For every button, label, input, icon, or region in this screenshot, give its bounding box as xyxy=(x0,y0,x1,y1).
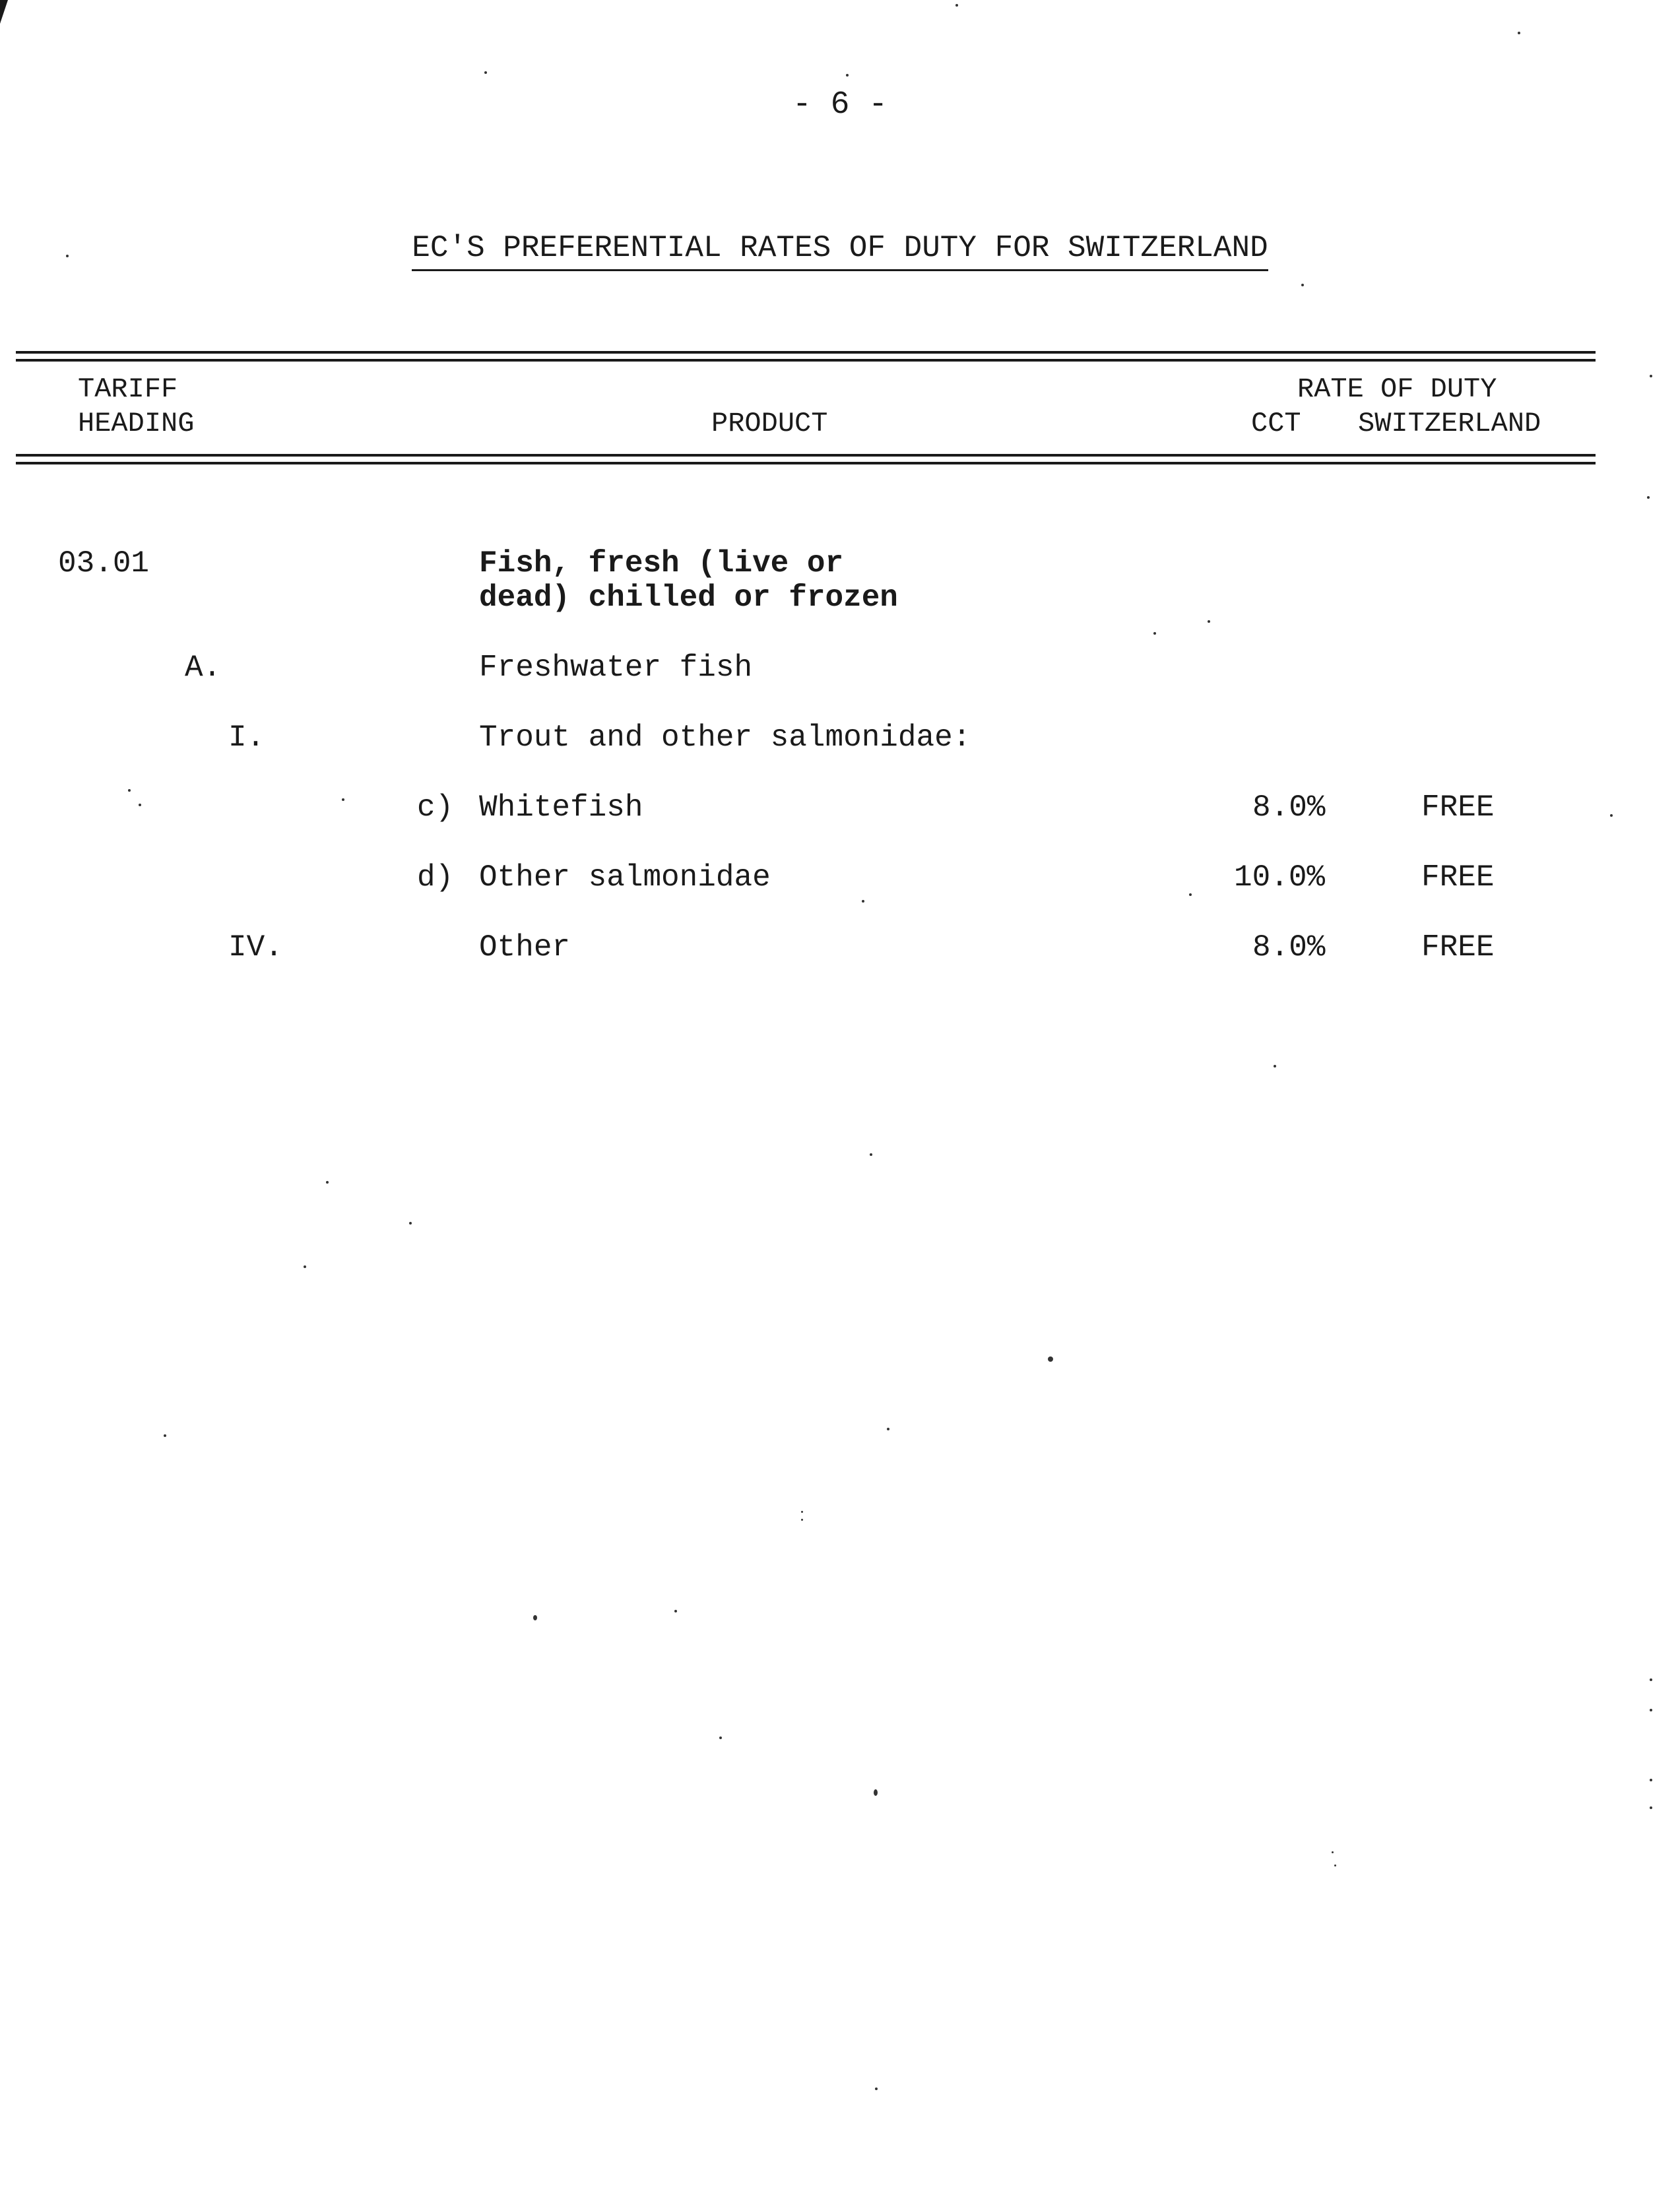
row-product-other: Other xyxy=(479,930,571,965)
scan-speck xyxy=(874,1789,878,1796)
scan-speck xyxy=(1650,1678,1652,1681)
scan-speck xyxy=(1650,1806,1652,1809)
row-switzerland-whitefish: FREE xyxy=(1421,790,1495,825)
document-title xyxy=(0,231,1680,265)
scan-speck xyxy=(875,2087,878,2090)
scan-speck xyxy=(1153,632,1156,635)
scan-speck xyxy=(1610,814,1613,817)
scan-speck xyxy=(1334,1864,1336,1866)
scan-speck xyxy=(862,900,864,903)
row-cct-other: 8.0% xyxy=(1252,930,1326,965)
document-title-text: EC'S PREFERENTIAL RATES OF DUTY FOR SWITZERLAND xyxy=(412,231,1268,271)
row-heading-iv: IV. xyxy=(228,930,283,965)
scan-speck xyxy=(326,1181,329,1184)
scan-speck xyxy=(342,798,344,801)
header-rate-of-duty: RATE OF DUTY xyxy=(1297,373,1497,405)
scan-speck xyxy=(674,1610,677,1612)
header-switzerland: SWITZERLAND xyxy=(1358,408,1541,439)
table-top-rule xyxy=(16,351,1596,354)
table-header-rule xyxy=(16,454,1596,457)
page-number: - 6 - xyxy=(792,87,888,123)
row-product-fish-line2: dead) chilled or frozen xyxy=(479,581,898,615)
scan-speck xyxy=(870,1153,872,1156)
scan-speck xyxy=(1189,893,1192,896)
scan-speck xyxy=(1647,496,1650,499)
row-heading-i: I. xyxy=(228,720,265,755)
scan-speck xyxy=(533,1615,537,1620)
scan-speck xyxy=(304,1265,306,1268)
header-cct: CCT xyxy=(1251,408,1301,439)
scan-speck xyxy=(1650,1779,1652,1781)
scan-speck xyxy=(128,789,131,792)
row-cct-other-salmonidae: 10.0% xyxy=(1234,860,1326,895)
row-heading-d: d) xyxy=(417,860,454,895)
scan-speck xyxy=(1048,1356,1053,1362)
row-switzerland-other-salmonidae: FREE xyxy=(1421,860,1495,895)
scan-speck xyxy=(801,1511,803,1513)
row-product-other-salmonidae: Other salmonidae xyxy=(479,860,771,895)
scan-speck xyxy=(887,1428,889,1430)
row-heading-a: A. xyxy=(185,651,222,685)
scan-speck xyxy=(1301,284,1304,286)
scan-speck xyxy=(1650,375,1652,377)
scan-speck xyxy=(801,1519,803,1521)
table-top-rule-inner xyxy=(16,359,1596,362)
scan-speck xyxy=(955,4,958,7)
scan-speck xyxy=(164,1434,166,1437)
row-product-trout: Trout and other salmonidae: xyxy=(479,720,971,755)
scan-corner-mark xyxy=(0,0,8,24)
scan-speck xyxy=(66,255,69,257)
row-switzerland-other: FREE xyxy=(1421,930,1495,965)
scan-speck xyxy=(1274,1065,1276,1068)
scan-speck xyxy=(1650,1709,1652,1711)
header-heading: HEADING xyxy=(78,408,195,439)
header-tariff: TARIFF xyxy=(78,373,178,405)
scan-speck xyxy=(846,74,849,77)
header-product: PRODUCT xyxy=(711,408,828,439)
row-heading-0301: 03.01 xyxy=(58,546,150,581)
row-product-whitefish: Whitefish xyxy=(479,790,643,825)
table-header-rule-inner xyxy=(16,462,1596,464)
scan-speck xyxy=(1518,32,1520,34)
scan-speck xyxy=(719,1737,722,1739)
scan-speck xyxy=(409,1222,412,1225)
scan-speck xyxy=(1208,620,1210,623)
row-heading-c: c) xyxy=(417,790,454,825)
row-product-freshwater: Freshwater fish xyxy=(479,651,753,685)
row-cct-whitefish: 8.0% xyxy=(1252,790,1326,825)
scan-speck xyxy=(1332,1851,1334,1853)
scan-speck xyxy=(139,804,141,806)
scan-speck xyxy=(484,71,487,74)
row-product-fish-line1: Fish, fresh (live or xyxy=(479,546,844,581)
